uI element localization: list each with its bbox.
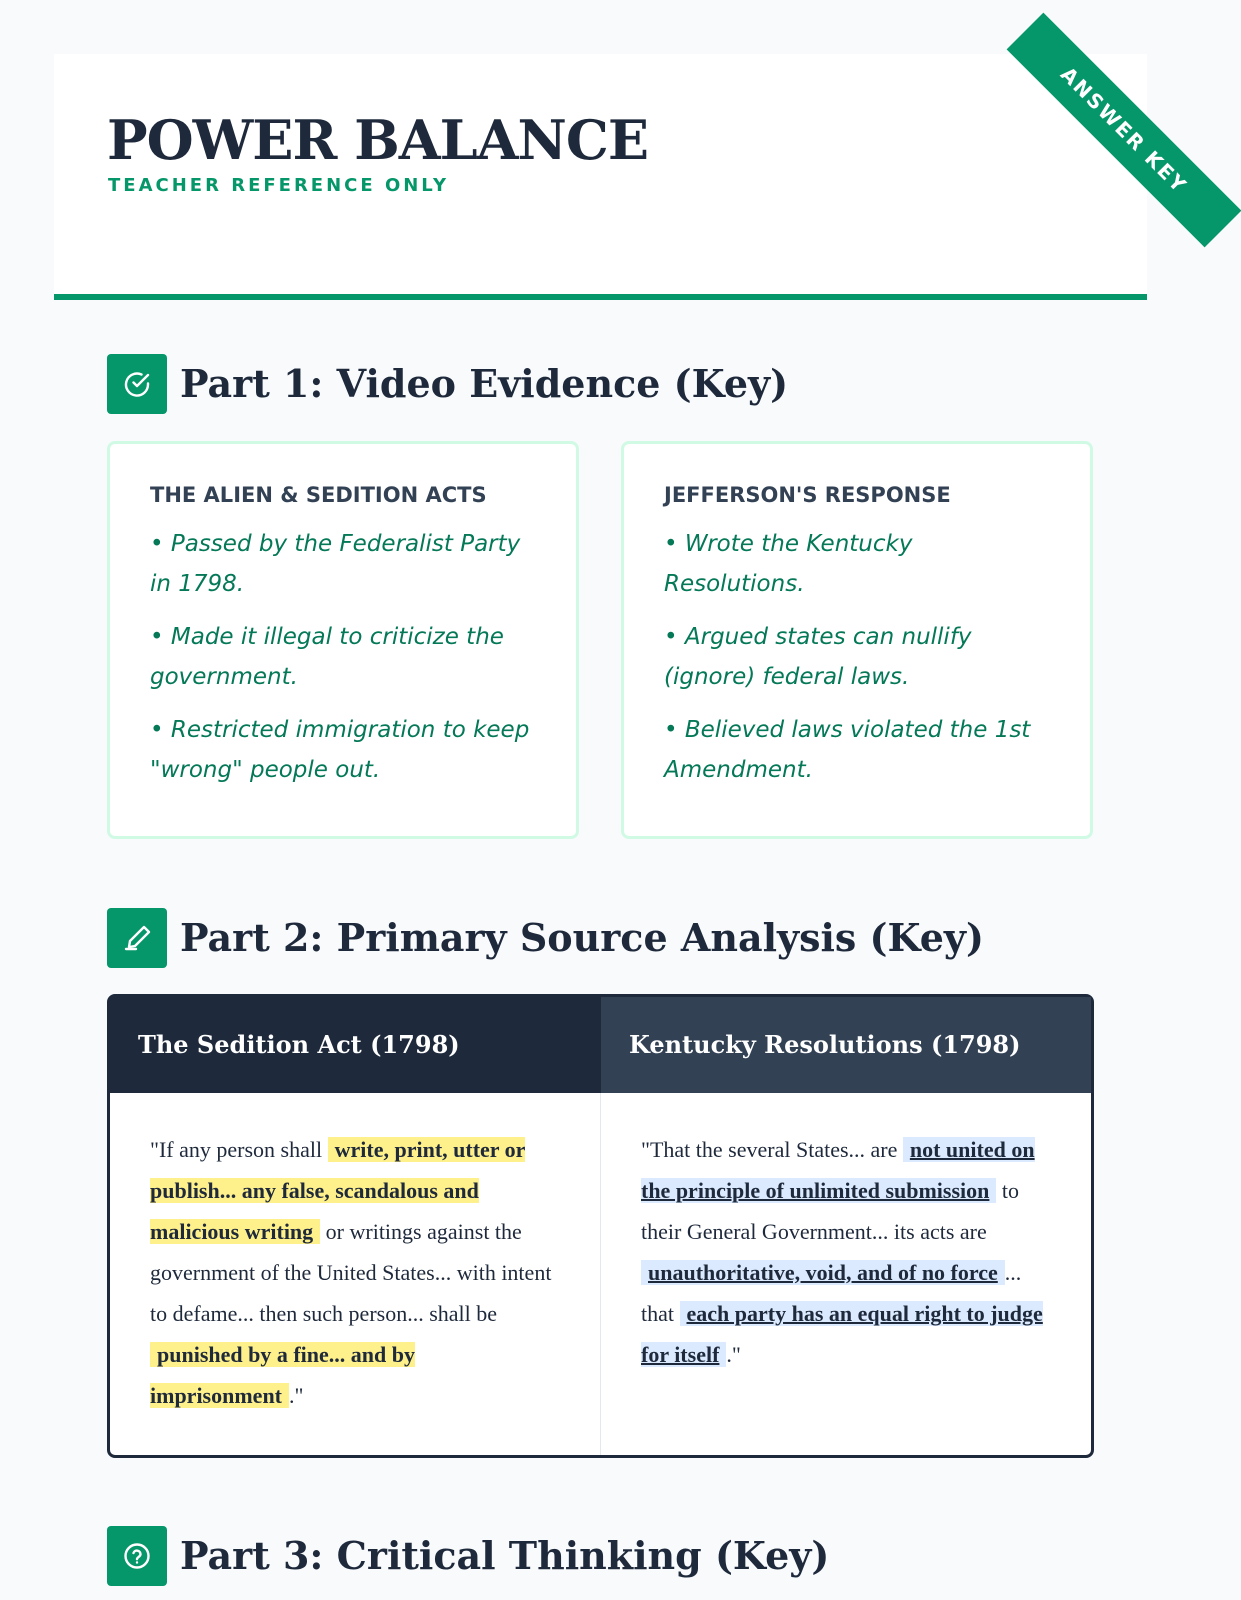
part2-title: Part 2: Primary Source Analysis (Key) (180, 915, 984, 960)
list-item: • Believed laws violated the 1st Amendment. (664, 717, 1031, 783)
quote-text: "If any person shall (150, 1137, 328, 1162)
quote-text: ." (289, 1383, 304, 1408)
quote-text: ." (726, 1342, 741, 1367)
question-circle-icon (107, 1526, 167, 1586)
list-item: • Passed by the Federalist Party in 1798. (150, 531, 521, 597)
highlighted-phrase: write, print, utter or publish... any false, scandalous and malicious writing (150, 1137, 526, 1244)
kentucky-resolutions-quote (601, 1093, 1091, 1455)
page-title: POWER BALANCE (107, 108, 649, 172)
alien-sedition-card (107, 441, 579, 839)
highlighted-phrase: not united on the principle of unlimited submission (641, 1137, 1035, 1203)
worksheet-header (54, 54, 1193, 300)
highlighter-icon (107, 908, 167, 968)
kentucky-resolutions-heading: Kentucky Resolutions (1798) (601, 997, 1091, 1093)
answer-key-ribbon: ANSWER KEY (1007, 13, 1241, 248)
quote-text: ... that (641, 1260, 1022, 1326)
highlighted-phrase: unauthoritative, void, and of no force (641, 1260, 1005, 1285)
list-item: • Argued states can nullify (ignore) federal laws. (664, 624, 972, 690)
list-item: • Wrote the Kentucky Resolutions. (664, 531, 913, 597)
primary-source-table (107, 994, 1094, 1458)
evidence-list (664, 524, 1050, 790)
sedition-act-heading: The Sedition Act (1798) (110, 997, 601, 1093)
sedition-act-quote (110, 1093, 601, 1455)
page-subtitle: TEACHER REFERENCE ONLY (108, 175, 450, 196)
jefferson-response-card (621, 441, 1093, 839)
card-title: THE ALIEN & SEDITION ACTS (150, 483, 487, 507)
list-item: • Restricted immigration to keep "wrong" people out. (150, 717, 530, 783)
check-circle-icon (107, 354, 167, 414)
part1-title: Part 1: Video Evidence (Key) (180, 361, 789, 406)
highlighted-phrase: each party has an equal right to judge for itself (641, 1301, 1043, 1367)
quote-text: or writings against the government of the United States... with intent to defame... then such person... shall be (150, 1219, 552, 1326)
quote-text: "That the several States... are (641, 1137, 903, 1162)
evidence-list (150, 524, 536, 790)
list-item: • Made it illegal to criticize the government. (150, 624, 504, 690)
part3-title: Part 3: Critical Thinking (Key) (180, 1533, 830, 1578)
card-title: JEFFERSON'S RESPONSE (664, 483, 951, 507)
quote-text: to their General Government... its acts are (641, 1178, 1020, 1244)
highlighted-phrase: punished by a fine... and by imprisonment (150, 1342, 415, 1408)
